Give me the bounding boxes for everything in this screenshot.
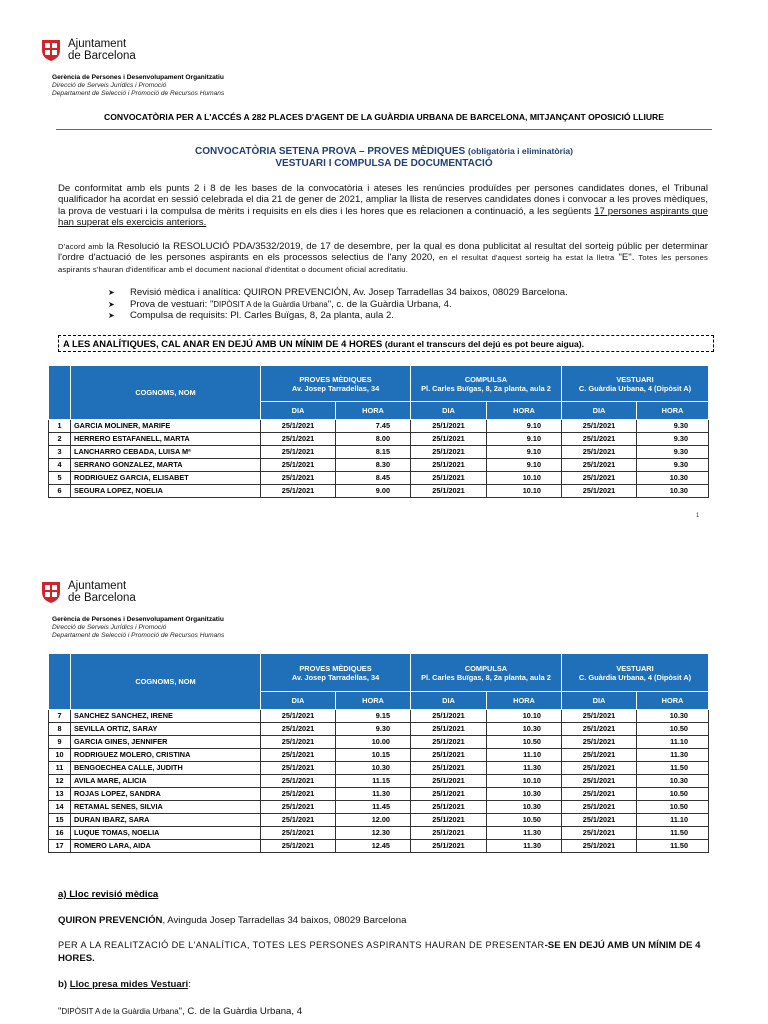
table-row	[49, 736, 709, 749]
row-vestuari-time: 11.30	[637, 749, 709, 762]
row-medical-date: 25/1/2021	[261, 723, 336, 736]
row-name: LANCHARRO CEBADA, LUISA Mª	[71, 446, 261, 459]
schedule-table-2	[48, 653, 709, 853]
notice-paren: (durant el transcurs del dejú es pot beure aigua).	[384, 339, 585, 349]
row-medical-time: 8.15	[336, 446, 411, 459]
header-number	[49, 366, 71, 420]
logo-line-2: de Barcelona	[68, 592, 136, 604]
subtitle-line-2: VESTUARI I COMPULSA DE DOCUMENTACIÓ	[275, 158, 493, 169]
department-line-3: Departament de Selecció i Promoció de Recursos Humans	[52, 632, 225, 639]
row-medical-date: 25/1/2021	[261, 788, 336, 801]
header-hora: HORA	[336, 402, 411, 420]
table-row	[49, 775, 709, 788]
row-vestuari-time: 10.30	[637, 485, 709, 498]
header-medical	[261, 654, 411, 692]
row-medical-time: 7.45	[336, 420, 411, 433]
row-vestuari-time: 10.50	[637, 788, 709, 801]
row-vestuari-date: 25/1/2021	[562, 459, 637, 472]
section-b-place-rest: ", C. de la Guàrdia Urbana, 4	[178, 1006, 303, 1017]
resolution-paragraph	[58, 241, 708, 275]
row-number: 8	[49, 723, 71, 736]
intro-paragraph	[58, 183, 708, 229]
row-vestuari-time: 9.30	[637, 420, 709, 433]
row-vestuari-date: 25/1/2021	[562, 801, 637, 814]
row-medical-date: 25/1/2021	[261, 827, 336, 840]
department-line-1: Gerència de Persones i Desenvolupament Organitzatiu	[52, 616, 224, 623]
row-name: LUQUE TOMAS, NOELIA	[71, 827, 261, 840]
row-medical-date: 25/1/2021	[261, 814, 336, 827]
header-compulsa-line-1: COMPULSA	[464, 663, 508, 673]
row-number: 16	[49, 827, 71, 840]
subtitle-main: CONVOCATÒRIA SETENA PROVA – PROVES MÈDIQUES	[194, 146, 466, 157]
intro-text: De conformitat amb els punts 2 i 8 de les bases de la convocatòria i ateses les renúncies produïdes per persones candidates dones, el Tribunal qualificador ha acordat en sessió celebrada el dia 21 de gener de 2021, ampliar la llista de reserves candidates dones i convocar a les proves mèdiques, la prova de vestuari i la compulsa de mèrits i requisits en els dies i les hores que es relacionen a continuació, a les següents	[58, 183, 708, 217]
header-name: COGNOMS, NOM	[71, 366, 261, 420]
header-medical-line-2: Av. Josep Tarradellas, 34	[291, 672, 380, 682]
header-vestuari-line-2: C. Guàrdia Urbana, 4 (Dipòsit A)	[578, 383, 692, 393]
row-vestuari-date: 25/1/2021	[562, 472, 637, 485]
header-medical-line-1: PROVES MÈDIQUES	[299, 663, 372, 673]
convocatoria-title: CONVOCATÒRIA PER A L'ACCÉS A 282 PLACES D'AGENT DE LA GUÀRDIA URBANA DE BARCELONA, MITJANÇANT OPOSICIÓ LLIURE	[104, 112, 664, 122]
row-number: 7	[49, 710, 71, 723]
header-hora: HORA	[487, 402, 562, 420]
header-dia: DIA	[261, 692, 336, 710]
table-row	[49, 420, 709, 433]
row-vestuari-date: 25/1/2021	[562, 814, 637, 827]
header-dia: DIA	[411, 402, 487, 420]
row-name: HERRERO ESTAFANELL, MARTA	[71, 433, 261, 446]
section-a-place-rest: , Avinguda Josep Tarradellas 34 baixos, 08029 Barcelona	[162, 915, 407, 926]
notice-main: A LES ANALÍTIQUES, CAL ANAR EN DEJÚ AMB UN MÍNIM DE 4 HORES	[63, 338, 383, 349]
row-number: 13	[49, 788, 71, 801]
row-medical-date: 25/1/2021	[261, 801, 336, 814]
row-compulsa-time: 11.30	[487, 762, 562, 775]
resolution-text: la Resolució la RESOLUCIÓ PDA/3532/2019, de 17 de desembre, per la qual es dona publicitat al resultat del sorteig públic per determinar l'ordre d'actuació de les persones aspirants en els processos selectius de l'any 2020,	[58, 241, 709, 264]
row-compulsa-time: 10.10	[487, 485, 562, 498]
header-name: COGNOMS, NOM	[71, 654, 261, 710]
section-a-place	[58, 915, 708, 926]
list-item	[108, 299, 568, 311]
row-vestuari-date: 25/1/2021	[562, 749, 637, 762]
header-medical-line-2: Av. Josep Tarradellas, 34	[291, 383, 380, 393]
department-block	[52, 74, 224, 98]
row-number: 15	[49, 814, 71, 827]
arrow-bullet-icon: ➤	[108, 311, 115, 321]
table-row	[49, 762, 709, 775]
row-compulsa-date: 25/1/2021	[411, 749, 487, 762]
locations-list	[108, 287, 568, 322]
row-medical-date: 25/1/2021	[261, 710, 336, 723]
logo-line-1: Ajuntament	[68, 580, 127, 592]
header-medical	[261, 366, 411, 402]
section-b-label-post: :	[188, 979, 191, 990]
ajuntament-logo	[40, 38, 136, 62]
row-compulsa-time: 11.30	[487, 827, 562, 840]
row-medical-date: 25/1/2021	[261, 446, 336, 459]
table-row	[49, 472, 709, 485]
department-block	[52, 616, 224, 640]
row-medical-time: 8.00	[336, 433, 411, 446]
header-compulsa-line-2: Pl. Carles Buïgas, 8, 2a planta, aula 2	[421, 672, 551, 682]
row-name: SERRANO GONZALEZ, MARTA	[71, 459, 261, 472]
department-line-1: Gerència de Persones i Desenvolupament Organitzatiu	[52, 74, 224, 81]
table-row	[49, 433, 709, 446]
row-medical-date: 25/1/2021	[261, 840, 336, 853]
row-vestuari-date: 25/1/2021	[562, 446, 637, 459]
row-medical-date: 25/1/2021	[261, 762, 336, 775]
row-medical-time: 12.45	[336, 840, 411, 853]
section-a-place-bold: QUIRON PREVENCIÓN	[58, 915, 163, 926]
table-row	[49, 801, 709, 814]
header-compulsa-line-2: Pl. Carles Buïgas, 8, 2a planta, aula 2	[421, 383, 551, 393]
header-vestuari	[562, 366, 709, 402]
barcelona-shield-icon	[40, 580, 62, 604]
row-vestuari-date: 25/1/2021	[562, 736, 637, 749]
header-dia: DIA	[562, 692, 637, 710]
row-compulsa-time: 10.50	[487, 736, 562, 749]
section-b-place-narrow: DIPÒSIT A de la Guàrdia Urbana	[61, 1007, 179, 1016]
row-name: ROJAS LOPEZ, SANDRA	[71, 788, 261, 801]
header-dia: DIA	[411, 692, 487, 710]
row-medical-time: 11.15	[336, 775, 411, 788]
row-name: RETAMAL SENES, SILVIA	[71, 801, 261, 814]
row-vestuari-time: 10.30	[637, 710, 709, 723]
table-row	[49, 814, 709, 827]
row-number: 2	[49, 433, 71, 446]
row-medical-time: 11.30	[336, 788, 411, 801]
row-compulsa-date: 25/1/2021	[411, 420, 487, 433]
row-vestuari-date: 25/1/2021	[562, 775, 637, 788]
row-medical-time: 10.30	[336, 762, 411, 775]
table-row	[49, 459, 709, 472]
row-medical-time: 12.00	[336, 814, 411, 827]
row-medical-date: 25/1/2021	[261, 420, 336, 433]
header-compulsa-line-1: COMPULSA	[464, 374, 508, 384]
row-number: 9	[49, 736, 71, 749]
row-vestuari-time: 9.30	[637, 446, 709, 459]
intro-underlined: 17 persones aspirants que han superat els exercicis anteriors.	[58, 205, 708, 229]
table-row	[49, 723, 709, 736]
row-medical-date: 25/1/2021	[261, 736, 336, 749]
list-item	[108, 310, 568, 322]
row-compulsa-date: 25/1/2021	[411, 472, 487, 485]
table-row	[49, 788, 709, 801]
section-b-label-text: Lloc presa mides Vestuari	[69, 979, 189, 990]
resolution-lead: D'acord amb	[58, 242, 104, 251]
row-compulsa-date: 25/1/2021	[411, 788, 487, 801]
row-name: GARCIA MOLINER, MARIFE	[71, 420, 261, 433]
row-name: RODRIGUEZ MOLERO, CRISTINA	[71, 749, 261, 762]
row-name: AVILA MARE, ALICIA	[71, 775, 261, 788]
row-vestuari-time: 11.10	[637, 814, 709, 827]
row-medical-date: 25/1/2021	[261, 775, 336, 788]
row-number: 6	[49, 485, 71, 498]
row-vestuari-date: 25/1/2021	[562, 840, 637, 853]
row-compulsa-time: 10.30	[487, 723, 562, 736]
section-a-label: a) Lloc revisió mèdica	[58, 889, 159, 900]
row-vestuari-date: 25/1/2021	[562, 762, 637, 775]
header-compulsa	[411, 366, 562, 402]
logo-line-2: de Barcelona	[68, 50, 136, 62]
row-vestuari-date: 25/1/2021	[562, 710, 637, 723]
table-row	[49, 827, 709, 840]
row-compulsa-date: 25/1/2021	[411, 485, 487, 498]
row-vestuari-time: 10.30	[637, 775, 709, 788]
row-medical-time: 11.45	[336, 801, 411, 814]
row-medical-time: 9.30	[336, 723, 411, 736]
row-number: 10	[49, 749, 71, 762]
row-vestuari-time: 9.30	[637, 433, 709, 446]
row-medical-time: 9.00	[336, 485, 411, 498]
bullet-medical: Revisió mèdica i analítica: QUIRON PREVENCIÓN, Av. Josep Tarradellas 34 baixos, 08029 Barcelona.	[130, 287, 568, 298]
header-hora: HORA	[637, 692, 709, 710]
header-vestuari-line-1: VESTUARI	[616, 374, 654, 384]
subtitle-note: (obligatòria i eliminatòria)	[467, 146, 574, 156]
row-compulsa-time: 10.10	[487, 472, 562, 485]
row-vestuari-time: 10.50	[637, 723, 709, 736]
schedule-table-1	[48, 365, 709, 498]
bullet-vestuari-place: DIPÒSIT A de la Guàrdia Urbana	[213, 299, 328, 309]
row-name: SEGURA LOPEZ, NOELIA	[71, 485, 261, 498]
row-medical-time: 9.15	[336, 710, 411, 723]
document-page-2	[0, 572, 768, 1024]
row-number: 12	[49, 775, 71, 788]
row-vestuari-date: 25/1/2021	[562, 788, 637, 801]
ajuntament-logo	[40, 580, 136, 604]
arrow-bullet-icon: ➤	[108, 288, 115, 297]
row-number: 17	[49, 840, 71, 853]
row-compulsa-time: 11.10	[487, 749, 562, 762]
row-compulsa-time: 10.30	[487, 801, 562, 814]
row-compulsa-time: 9.10	[487, 446, 562, 459]
header-vestuari-line-1: VESTUARI	[616, 663, 654, 673]
table-row	[49, 749, 709, 762]
row-medical-time: 8.30	[336, 459, 411, 472]
row-vestuari-date: 25/1/2021	[562, 420, 637, 433]
header-compulsa	[411, 654, 562, 692]
row-compulsa-date: 25/1/2021	[411, 446, 487, 459]
row-medical-date: 25/1/2021	[261, 433, 336, 446]
row-medical-date: 25/1/2021	[261, 485, 336, 498]
row-vestuari-date: 25/1/2021	[562, 723, 637, 736]
section-b-place	[58, 1006, 708, 1017]
row-compulsa-time: 10.10	[487, 775, 562, 788]
row-vestuari-date: 25/1/2021	[562, 433, 637, 446]
resolution-narrow-1: en el resultat d'aquest sorteig ha estat la lletra	[438, 253, 615, 263]
row-compulsa-date: 25/1/2021	[411, 827, 487, 840]
header-number	[49, 654, 71, 710]
bullet-compulsa: Compulsa de requisits: Pl. Carles Buïgas, 8, 2a planta, aula 2.	[130, 310, 394, 322]
row-compulsa-time: 10.50	[487, 814, 562, 827]
row-compulsa-time: 9.10	[487, 420, 562, 433]
row-medical-time: 8.45	[336, 472, 411, 485]
section-b-label-pre: b)	[58, 979, 70, 990]
logo-line-1: Ajuntament	[68, 38, 127, 50]
row-vestuari-time: 10.30	[637, 472, 709, 485]
header-medical-line-1: PROVES MÈDIQUES	[299, 374, 372, 384]
row-vestuari-time: 11.50	[637, 762, 709, 775]
department-line-3: Departament de Selecció i Promoció de Recursos Humans	[52, 90, 225, 97]
row-medical-date: 25/1/2021	[261, 749, 336, 762]
row-compulsa-date: 25/1/2021	[411, 775, 487, 788]
row-compulsa-time: 9.10	[487, 433, 562, 446]
row-medical-time: 10.15	[336, 749, 411, 762]
row-compulsa-date: 25/1/2021	[411, 762, 487, 775]
row-compulsa-date: 25/1/2021	[411, 710, 487, 723]
row-number: 5	[49, 472, 71, 485]
header-hora: HORA	[336, 692, 411, 710]
row-medical-date: 25/1/2021	[261, 472, 336, 485]
row-medical-time: 12.30	[336, 827, 411, 840]
page-number: 1	[696, 513, 700, 519]
subtitle	[0, 145, 768, 170]
row-vestuari-time: 11.50	[637, 827, 709, 840]
row-name: GARCIA GINES, JENNIFER	[71, 736, 261, 749]
resolution-letter: "E".	[618, 252, 635, 264]
row-name: SEVILLA ORTIZ, SARAY	[71, 723, 261, 736]
header-vestuari	[562, 654, 709, 692]
row-compulsa-time: 9.10	[487, 459, 562, 472]
section-a-caps-text: PER A LA REALITZACIÓ DE L'ANALÍTICA, TOTES LES PERSONES ASPIRANTS HAURAN DE PRESENTAR	[58, 940, 545, 950]
row-number: 1	[49, 420, 71, 433]
row-number: 11	[49, 762, 71, 775]
row-medical-time: 10.00	[336, 736, 411, 749]
arrow-bullet-icon: ➤	[108, 299, 115, 309]
row-compulsa-date: 25/1/2021	[411, 736, 487, 749]
section-a-caps-bold: -SE EN DEJÚ AMB UN MÍNIM DE 4 HORES.	[58, 940, 701, 964]
row-name: ROMERO LARA, AIDA	[71, 840, 261, 853]
section-a-instructions	[58, 939, 708, 965]
row-compulsa-date: 25/1/2021	[411, 433, 487, 446]
header-hora: HORA	[637, 402, 709, 420]
table-row	[49, 446, 709, 459]
row-compulsa-date: 25/1/2021	[411, 801, 487, 814]
department-line-2: Direcció de Serveis Jurídics i Promoció	[52, 624, 167, 631]
header-dia: DIA	[261, 402, 336, 420]
row-vestuari-date: 25/1/2021	[562, 827, 637, 840]
row-vestuari-time: 9.30	[637, 459, 709, 472]
section-b-label	[58, 979, 708, 990]
resolution-narrow-2: Totes les persones aspirants s'hauran d'identificar amb el document nacional d'identitat o document oficial acreditatiu.	[58, 253, 709, 274]
bullet-vestuari-post: ", c. de la Guàrdia Urbana, 4.	[327, 298, 452, 310]
row-vestuari-time: 10.50	[637, 801, 709, 814]
section-b-quote: "	[58, 1006, 62, 1017]
row-compulsa-date: 25/1/2021	[411, 814, 487, 827]
row-compulsa-date: 25/1/2021	[411, 459, 487, 472]
row-name: DURAN IBARZ, SARA	[71, 814, 261, 827]
bullet-vestuari-pre: Prova de vestuari: "	[130, 298, 214, 310]
page-separator	[0, 540, 768, 572]
table-row	[49, 840, 709, 853]
list-item	[108, 287, 568, 299]
row-medical-date: 25/1/2021	[261, 459, 336, 472]
table-row	[49, 710, 709, 723]
row-compulsa-date: 25/1/2021	[411, 840, 487, 853]
header-dia: DIA	[562, 402, 637, 420]
barcelona-shield-icon	[40, 38, 62, 62]
table-row	[49, 485, 709, 498]
row-compulsa-time: 11.30	[487, 840, 562, 853]
department-line-2: Direcció de Serveis Jurídics i Promoció	[52, 82, 167, 89]
row-name: BENGOECHEA CALLE, JUDITH	[71, 762, 261, 775]
row-number: 3	[49, 446, 71, 459]
row-vestuari-time: 11.50	[637, 840, 709, 853]
row-number: 14	[49, 801, 71, 814]
row-vestuari-time: 11.10	[637, 736, 709, 749]
header-vestuari-line-2: C. Guàrdia Urbana, 4 (Dipòsit A)	[578, 672, 692, 682]
fasting-notice	[58, 335, 714, 352]
row-vestuari-date: 25/1/2021	[562, 485, 637, 498]
row-name: RODRIGUEZ GARCIA, ELISABET	[71, 472, 261, 485]
title-divider	[56, 129, 712, 130]
row-compulsa-date: 25/1/2021	[411, 723, 487, 736]
header-hora: HORA	[487, 692, 562, 710]
row-name: SANCHEZ SANCHEZ, IRENE	[71, 710, 261, 723]
row-compulsa-time: 10.30	[487, 788, 562, 801]
row-compulsa-time: 10.10	[487, 710, 562, 723]
row-number: 4	[49, 459, 71, 472]
